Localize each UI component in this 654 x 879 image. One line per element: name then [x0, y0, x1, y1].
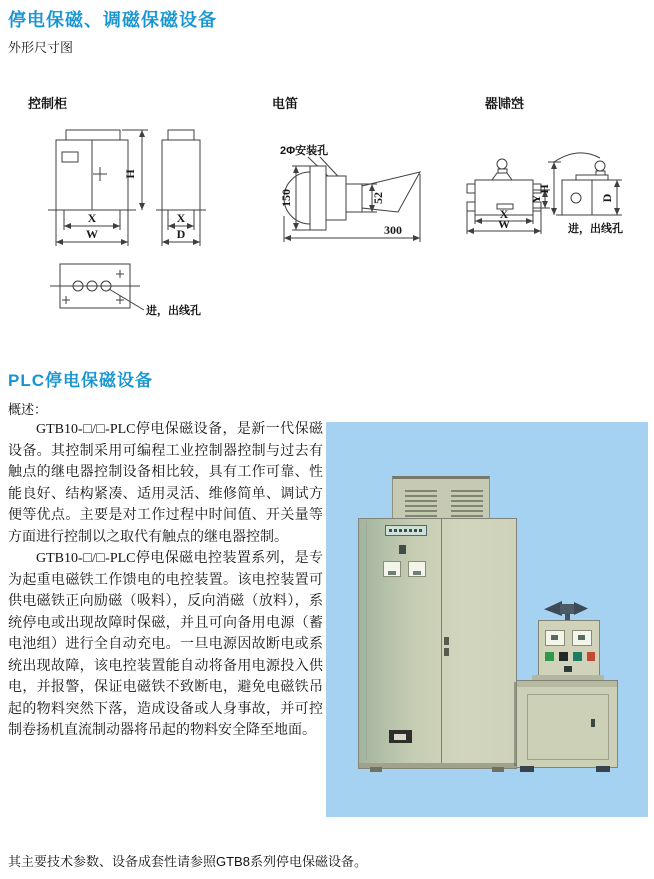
- vent-louvers-right: [451, 487, 483, 517]
- door-handle-top: [444, 637, 449, 645]
- head-meter-right: [572, 630, 592, 646]
- cabinet-nameplate: [385, 525, 427, 536]
- meter-mark: [551, 635, 558, 640]
- paragraph-1: GTB10-□/□-PLC停电保磁设备，是新一代保磁设备。其控制采用可编程工业控制器控制与过去有触点的继电器控制设备相比较，具有工作可靠、性能良好、结构紧凑、适用灵活、维修简单、调试方便等优点。主要是对工作过程中时间值、开关量等方面进行控制以之取代有触点的继电器控制。: [8, 422, 323, 545]
- description-column: [8, 419, 323, 742]
- dim-52: 52: [371, 192, 385, 204]
- cabinet-front-view: [48, 130, 148, 246]
- horn-bell-right: [574, 602, 588, 615]
- cabinet-bottom-view: [50, 264, 201, 317]
- horn-dimension-drawing: [250, 120, 445, 260]
- dim-x-side: X: [176, 211, 186, 225]
- pedestal-lock: [591, 719, 595, 727]
- switch-notch: [413, 571, 421, 575]
- footer-note: 其主要技术参数、设备成套性请参照GTB8系列停电保磁设备。: [8, 854, 367, 869]
- module-window: [394, 734, 406, 740]
- main-control-cabinet: [358, 518, 517, 769]
- dim-y: Y: [529, 194, 543, 204]
- controller-front-view: [467, 159, 550, 234]
- pedestal-box: [516, 680, 618, 768]
- cabinet-door-seam: [441, 519, 442, 768]
- dim-w: W: [86, 227, 98, 241]
- pedestal-top-strip: [517, 681, 617, 687]
- cabinet-drawing-label: 控制柜: [28, 96, 68, 111]
- cabinet-holes-label: 进，出线孔: [146, 305, 201, 317]
- control-head: [538, 620, 600, 677]
- controller-side-view: [537, 153, 623, 235]
- button-red: [587, 652, 595, 661]
- dim-300: 300: [384, 223, 402, 237]
- dimension-figure-caption: 外形尺寸图: [8, 40, 74, 55]
- plc-section-title: PLC停电保磁设备: [8, 371, 153, 390]
- horn-label-text: 电笛: [272, 96, 299, 111]
- horn-mount-holes-label: 2Φ安装孔: [280, 145, 329, 157]
- controller-drawing-label: [485, 93, 524, 112]
- horn-body: [284, 166, 420, 230]
- nameplate-text-dashes: [389, 529, 422, 532]
- cabinet-hinge-edge: [366, 521, 367, 760]
- pedestal-door: [527, 694, 609, 760]
- controller-label-text-mirrored: 控制器: [485, 96, 525, 111]
- dim-w: W: [498, 217, 510, 231]
- cabinet-switch-right: [408, 561, 426, 577]
- pedestal-foot-left: [520, 766, 534, 772]
- dim-h: H: [123, 169, 137, 179]
- cabinet-vent-hood: [392, 476, 490, 522]
- cabinet-dimension-drawing: [16, 112, 241, 322]
- pedestal-foot-right: [596, 766, 610, 772]
- button-teal: [573, 652, 582, 661]
- dim-d: D: [176, 227, 186, 241]
- cabinet-side-view: [156, 130, 206, 246]
- dim-x-front: X: [87, 211, 97, 225]
- button-black: [559, 652, 568, 661]
- dim-150: 150: [279, 189, 293, 207]
- equipment-photo: [326, 422, 648, 817]
- horn-drawing-label: [272, 93, 298, 112]
- door-handle-bottom: [444, 648, 449, 656]
- dim-h: H: [537, 184, 551, 194]
- head-knob: [564, 666, 572, 672]
- switch-notch: [388, 571, 396, 575]
- dim-x: X: [499, 207, 509, 221]
- controller-dimension-drawing: [440, 142, 654, 257]
- meter-mark: [578, 635, 585, 640]
- dim-d: D: [600, 193, 614, 203]
- vent-louvers-left: [405, 487, 437, 517]
- paragraph-2: GTB10-□/□-PLC停电保磁电控装置系列，是专为起重电磁铁工作馈电的电控装置。该电控装置可供电磁铁正向励磁（吸料），反向消磁（放料），系统停电或出现故障时保磁，并且可向备用电源（蓄电池组）进行全自动充电。一旦电源因故断电或系统出现故障，该电控装置能自动将备用电源投入供电，并报警，保证电磁铁不致断电，避免电磁铁吊起的物料突然下落，造成设备或人身事故，并可控制卷扬机直流制动器将吊起的物料安全降至地面。: [8, 551, 323, 738]
- page-title: 停电保磁、调磁保磁设备: [8, 10, 217, 30]
- cabinet-foot-right: [492, 767, 504, 772]
- overview-label: 概述：: [8, 402, 48, 417]
- cabinet-foot-left: [370, 767, 382, 772]
- cabinet-indicator: [399, 545, 406, 554]
- button-green: [545, 652, 554, 661]
- controller-holes-label: 进，出线孔: [568, 223, 623, 235]
- head-meter-left: [545, 630, 565, 646]
- cabinet-bottom-module: [389, 730, 412, 743]
- cabinet-switch-left: [383, 561, 401, 577]
